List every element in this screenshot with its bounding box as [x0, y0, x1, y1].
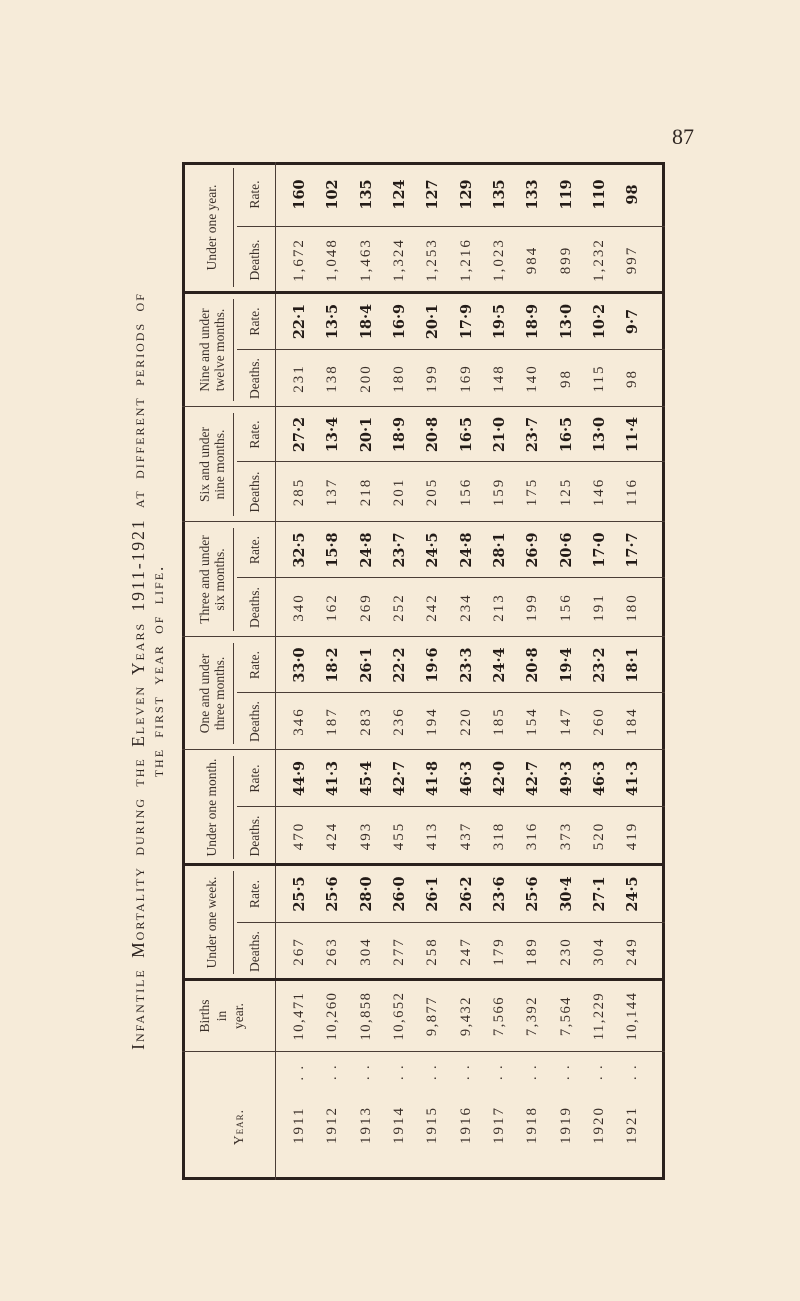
nine-to-twelve-deaths-cell: 140: [524, 364, 541, 393]
header-one-to-three-line-2: three months.: [211, 656, 227, 731]
year-value: 1917: [490, 1106, 507, 1144]
under-one-week-rate-cell: 25·6: [324, 876, 342, 912]
table-row: [416, 162, 449, 1180]
one-to-three-deaths-cell: 185: [490, 707, 507, 736]
three-to-six-deaths-cell: 269: [357, 593, 374, 622]
one-to-three-rate-cell: 23·2: [590, 647, 608, 683]
year-cell: [316, 1052, 349, 1180]
three-to-six-rate-cell: 28·1: [490, 532, 508, 568]
six-to-nine-rate-cell: 18·9: [391, 416, 409, 453]
three-to-six-rate-cell: 26·9: [524, 532, 542, 568]
six-to-nine-rate-cell: 13·4: [324, 416, 342, 453]
births-cell: 7,392: [524, 995, 541, 1037]
year-value: 1914: [391, 1106, 408, 1144]
under-one-week-deaths-cell: 189: [524, 937, 541, 966]
one-to-three-rate-cell: 22·2: [391, 647, 409, 683]
year-value: 1920: [590, 1106, 607, 1144]
one-to-three-rate-cell: 18·2: [324, 647, 342, 683]
table-row: [616, 162, 649, 1180]
under-one-week-rate-cell: 25·5: [291, 876, 309, 912]
three-to-six-rate-cell: 23·7: [391, 532, 409, 568]
header-nine-to-twelve-line-1: Nine and under: [196, 308, 212, 392]
header-three-to-six-rate: Rate.: [246, 535, 262, 565]
header-under-one-month-rate: Rate.: [246, 764, 262, 793]
one-to-three-rate-cell: 20·8: [524, 647, 542, 683]
header-nine-to-twelve-line-2: twelve months.: [211, 308, 227, 392]
year-cell: [450, 1052, 483, 1180]
three-to-six-rate-cell: 32·5: [291, 532, 309, 568]
header-under-one-year: Under one year.: [204, 184, 219, 271]
under-one-year-rate-cell: 110: [590, 179, 608, 210]
three-to-six-deaths-cell: 180: [624, 593, 641, 622]
three-to-six-rate-cell: 24·8: [457, 532, 475, 568]
header-births: [182, 980, 275, 1052]
title-line-1: Infantile Mortality during the Eleven Years 1911-1921 at different periods of: [128, 292, 148, 1050]
header-nine-to-twelve-deaths: Deaths.: [246, 358, 262, 399]
births-cell: 9,877: [424, 995, 441, 1037]
header-under-one-month: Under one month.: [204, 758, 219, 857]
nine-to-twelve-rate-cell: 13·0: [557, 303, 575, 340]
header-six-to-nine-rate: Rate.: [246, 420, 262, 449]
nine-to-twelve-deaths-cell: 169: [457, 364, 474, 393]
one-to-three-deaths-cell: 194: [424, 707, 441, 736]
under-one-week-deaths-cell: 179: [490, 937, 507, 966]
table-title: [124, 162, 174, 1180]
header-births-line-1: Births: [197, 999, 212, 1033]
births-cell: 10,144: [624, 991, 641, 1041]
header-six-to-nine-months: [182, 407, 233, 522]
under-one-month-deaths-cell: 318: [490, 821, 507, 851]
header-six-to-nine-line-1: Six and under: [196, 427, 212, 502]
six-to-nine-deaths-cell: 125: [557, 477, 574, 507]
year-cell: [549, 1052, 582, 1180]
three-to-six-deaths-cell: 242: [424, 593, 441, 622]
under-one-year-deaths-cell: 1,324: [391, 238, 408, 282]
year-value: 1918: [524, 1106, 541, 1144]
nine-to-twelve-deaths-cell: 115: [590, 364, 607, 393]
six-to-nine-deaths-cell: 137: [324, 477, 341, 507]
under-one-year-deaths-cell: 997: [624, 245, 641, 275]
year-cell: [516, 1052, 549, 1180]
three-to-six-rate-cell: 17·0: [590, 532, 608, 568]
under-one-month-deaths-cell: 373: [557, 821, 574, 851]
three-to-six-rate-cell: 17·7: [624, 532, 642, 568]
year-cell: [483, 1052, 516, 1180]
mortality-table: [182, 162, 665, 1180]
one-to-three-rate-cell: 24·4: [490, 647, 508, 683]
leader-dots: . .: [524, 1063, 540, 1080]
six-to-nine-deaths-cell: 159: [490, 477, 507, 507]
three-to-six-deaths-cell: 252: [391, 593, 408, 622]
one-to-three-rate-cell: 18·1: [624, 647, 642, 683]
three-to-six-rate-cell: 15·8: [324, 532, 342, 568]
births-cell: 7,564: [557, 995, 574, 1037]
one-to-three-rate-cell: 19·6: [424, 647, 442, 683]
births-cell: 7,566: [490, 995, 507, 1037]
header-one-to-three-line-1: One and under: [196, 653, 212, 734]
nine-to-twelve-deaths-cell: 231: [291, 364, 308, 393]
nine-to-twelve-rate-cell: 13·5: [324, 303, 342, 340]
year-value: 1921: [624, 1106, 641, 1144]
leader-dots: . .: [458, 1063, 474, 1080]
one-to-three-deaths-cell: 154: [524, 707, 541, 736]
three-to-six-rate-cell: 20·6: [557, 532, 575, 568]
six-to-nine-deaths-cell: 205: [424, 477, 441, 507]
three-to-six-rate-cell: 24·8: [357, 532, 375, 568]
under-one-week-rate-cell: 27·1: [590, 876, 608, 912]
header-three-to-six-line-2: six months.: [211, 548, 227, 611]
year-value: 1911: [291, 1106, 308, 1144]
year-value: 1919: [557, 1106, 574, 1144]
header-births-line-3: year.: [231, 1003, 246, 1029]
under-one-week-deaths-cell: 263: [324, 937, 341, 966]
nine-to-twelve-rate-cell: 20·1: [424, 303, 442, 340]
nine-to-twelve-deaths-cell: 148: [490, 364, 507, 393]
nine-to-twelve-rate-cell: 9·7: [624, 308, 642, 335]
nine-to-twelve-rate-cell: 17·9: [457, 303, 475, 340]
six-to-nine-rate-cell: 13·0: [590, 416, 608, 453]
under-one-year-rate-cell: 124: [391, 179, 409, 210]
leader-dots: . .: [624, 1063, 640, 1080]
header-three-to-six-months: [182, 522, 233, 637]
under-one-month-rate-cell: 41·3: [324, 760, 342, 797]
one-to-three-rate-cell: 26·1: [357, 647, 375, 683]
year-cell: [350, 1052, 383, 1180]
under-one-week-rate-cell: 26·2: [457, 876, 475, 912]
six-to-nine-deaths-cell: 201: [391, 477, 408, 507]
nine-to-twelve-deaths-cell: 180: [391, 364, 408, 393]
under-one-month-deaths-cell: 424: [324, 821, 341, 851]
leader-dots: . .: [358, 1063, 374, 1080]
under-one-year-rate-c ell: 133: [524, 179, 542, 210]
table-row: [483, 162, 516, 1180]
under-one-week-rate-cell: 30·4: [557, 876, 575, 912]
six-to-nine-rate-cell: 27·2: [291, 416, 309, 453]
year-cell: [616, 1052, 649, 1180]
year-value: 1913: [357, 1106, 374, 1144]
leader-dots: . .: [591, 1063, 607, 1080]
under-one-year-deaths-cell: 1,253: [424, 238, 441, 282]
six-to-nine-rate-cell: 11·4: [624, 416, 642, 453]
nine-to-twelve-rate-cell: 22·1: [291, 303, 309, 340]
header-under-one-year-deaths: Deaths.: [246, 239, 262, 281]
six-to-nine-rate-cell: 16·5: [457, 416, 475, 453]
table-row: [450, 162, 483, 1180]
nine-to-twelve-deaths-cell: 98: [624, 369, 641, 388]
header-under-one-year-rate: Rate.: [246, 180, 262, 209]
under-one-week-rate-cell: 23·6: [490, 876, 508, 912]
nine-to-twelve-rate-cell: 16·9: [391, 303, 409, 340]
header-nine-to-twelve-rate: Rate.: [246, 307, 262, 336]
leader-dots: . .: [291, 1064, 307, 1081]
under-one-year-deaths-cell: 1,672: [291, 238, 308, 282]
six-to-nine-rate-cell: 16·5: [557, 416, 575, 453]
under-one-week-rate-cell: 26·1: [424, 876, 442, 912]
six-to-nine-rate-cell: 20·1: [357, 416, 375, 453]
under-one-year-rate-cell: 129: [457, 179, 475, 210]
header-under-one-week: Under one week.: [204, 876, 219, 969]
under-one-week-deaths-cell: 304: [590, 937, 607, 966]
nine-to-twelve-rate-cell: 10·2: [590, 303, 608, 340]
header-year: Year.: [230, 1108, 246, 1146]
under-one-month-deaths-cell: 493: [357, 821, 374, 851]
under-one-month-rate-cell: 41·8: [424, 760, 442, 797]
three-to-six-deaths-cell: 156: [557, 593, 574, 622]
table-row: [383, 162, 416, 1180]
one-to-three-deaths-cell: 187: [324, 707, 341, 736]
under-one-week-deaths-cell: 230: [557, 937, 574, 966]
births-cell: 10,858: [357, 991, 374, 1041]
under-one-year-deaths-cell: 1,463: [357, 238, 374, 282]
one-to-three-deaths-cell: 346: [291, 707, 308, 736]
six-to-nine-deaths-cell: 116: [624, 478, 641, 506]
three-to-six-deaths-cell: 234: [457, 593, 474, 622]
one-to-three-deaths-cell: 220: [457, 707, 474, 736]
under-one-month-deaths-cell: 316: [524, 821, 541, 851]
year-cell: [283, 1052, 316, 1180]
header-one-to-three-months: [182, 637, 233, 750]
births-cell: 10,471: [291, 991, 308, 1041]
table-row: [583, 162, 616, 1180]
under-one-year-deaths-cell: 1,023: [490, 238, 507, 282]
year-value: 1912: [324, 1106, 341, 1144]
page-number: 87: [672, 124, 694, 149]
header-three-to-six-line-1: Three and under: [196, 535, 212, 624]
nine-to-twelve-deaths-cell: 98: [557, 369, 574, 388]
leader-dots: . .: [491, 1063, 507, 1080]
under-one-month-deaths-cell: 455: [391, 821, 408, 851]
under-one-month-rate-cell: 49·3: [557, 760, 575, 797]
under-one-week-rate-cell: 28·0: [357, 876, 375, 912]
nine-to-twelve-deaths-cell: 200: [357, 364, 374, 393]
one-to-three-rate-cell: 19·4: [557, 647, 575, 683]
year-cell: [383, 1052, 416, 1180]
under-one-year-rate-cell: 135: [357, 179, 375, 210]
under-one-month-rate-cell: 42·0: [490, 760, 508, 797]
one-to-three-rate-cell: 23·3: [457, 647, 475, 683]
nine-to-twelve-rate-cell: 18·9: [524, 303, 542, 340]
six-to-nine-deaths-cell: 218: [357, 477, 374, 507]
header-under-one-week-deaths: Deaths.: [246, 931, 262, 972]
under-one-year-deaths-cell: 1,048: [324, 238, 341, 282]
under-one-week-rate-cell: 24·5: [624, 876, 642, 912]
one-to-three-rate-cell: 33·0: [291, 647, 309, 683]
header-under-one-month-deaths: Deaths.: [246, 815, 262, 857]
under-one-year-deaths-cell: 1,232: [590, 238, 607, 282]
under-one-year-rate-cell: 98: [624, 184, 642, 205]
one-to-three-deaths-cell: 147: [557, 707, 574, 736]
under-one-year-rate-cell: 102: [324, 179, 342, 210]
under-one-month-deaths-cell: 470: [291, 821, 308, 851]
under-one-week-deaths-cell: 277: [391, 937, 408, 966]
under-one-year-rate-cell: 127: [424, 179, 442, 210]
under-one-month-rate-cell: 46·3: [590, 760, 608, 797]
leader-dots: . .: [324, 1063, 340, 1080]
three-to-six-rate-cell: 24·5: [424, 532, 442, 568]
year-value: 1915: [424, 1106, 441, 1144]
nine-to-twelve-deaths-cell: 138: [324, 364, 341, 393]
births-cell: 10,652: [391, 991, 408, 1041]
table-row: [316, 162, 349, 1180]
table-row: [549, 162, 582, 1180]
one-to-three-deaths-cell: 283: [357, 707, 374, 736]
header-six-to-nine-deaths: Deaths.: [246, 471, 262, 513]
three-to-six-deaths-cell: 340: [291, 593, 308, 622]
births-cell: 10,260: [324, 991, 341, 1041]
under-one-year-deaths-cell: 1,216: [457, 238, 474, 282]
under-one-year-rate-cell: 119: [557, 179, 575, 210]
under-one-year-rate-cell: 160: [291, 179, 309, 210]
under-one-year-deaths-cell: 984: [524, 245, 541, 275]
under-one-month-deaths-cell: 520: [590, 821, 607, 851]
under-one-month-deaths-cell: 437: [457, 821, 474, 851]
six-to-nine-rate-cell: 20·8: [424, 416, 442, 453]
under-one-week-deaths-cell: 249: [624, 937, 641, 966]
title-line-2: the first year of life.: [148, 564, 167, 778]
three-to-six-deaths-cell: 199: [524, 593, 541, 622]
under-one-month-rate-cell: 44·9: [291, 760, 309, 797]
under-one-month-deaths-cell: 413: [424, 821, 441, 851]
header-under-one-week-rate: Rate.: [246, 879, 262, 909]
under-one-month-rate-cell: 45·4: [357, 760, 375, 797]
header-one-to-three-deaths: Deaths.: [246, 701, 262, 742]
nine-to-twelve-rate-cell: 19·5: [490, 303, 508, 340]
under-one-week-deaths-cell: 258: [424, 937, 441, 966]
three-to-six-deaths-cell: 213: [490, 593, 507, 622]
header-births-line-2: in: [214, 1010, 229, 1022]
under-one-month-rate-cell: 46·3: [457, 760, 475, 797]
three-to-six-deaths-cell: 162: [324, 593, 341, 622]
table-row: [350, 162, 383, 1180]
under-one-year-deaths-cell: 899: [557, 245, 574, 275]
under-one-week-deaths-cell: 304: [357, 937, 374, 966]
six-to-nine-rate-cell: 23·7: [524, 416, 542, 453]
under-one-week-rate-cell: 25·6: [524, 876, 542, 912]
under-one-month-rate-cell: 42·7: [391, 760, 409, 797]
year-cell: [416, 1052, 449, 1180]
six-to-nine-deaths-cell: 156: [457, 477, 474, 507]
year-value: 1916: [457, 1106, 474, 1144]
under-one-week-rate-cell: 26·0: [391, 876, 409, 912]
one-to-three-deaths-cell: 236: [391, 707, 408, 736]
header-one-to-three-rate: Rate.: [246, 650, 262, 680]
leader-dots: . .: [424, 1063, 440, 1080]
under-one-month-rate-cell: 42·7: [524, 760, 542, 797]
six-to-nine-rate-cell: 21·0: [490, 416, 508, 453]
six-to-nine-deaths-cell: 175: [524, 477, 541, 507]
header-nine-to-twelve-months: [182, 293, 233, 407]
leader-dots: . .: [391, 1063, 407, 1080]
under-one-month-deaths-cell: 419: [624, 821, 641, 851]
nine-to-twelve-deaths-cell: 199: [424, 364, 441, 393]
leader-dots: . .: [558, 1063, 574, 1080]
one-to-three-deaths-cell: 260: [590, 707, 607, 736]
under-one-year-rate-cell: 135: [490, 179, 508, 210]
nine-to-twelve-rate-cell: 18·4: [357, 303, 375, 340]
table-row: [283, 162, 316, 1180]
table-row: [516, 162, 549, 1180]
under-one-week-deaths-cell: 267: [291, 937, 308, 966]
header-six-to-nine-line-2: nine months.: [211, 429, 227, 500]
header-three-to-six-deaths: Deaths.: [246, 587, 262, 628]
under-one-month-rate-cell: 41·3: [624, 760, 642, 797]
header-divider: [275, 162, 276, 1180]
six-to-nine-deaths-cell: 146: [590, 477, 607, 507]
three-to-six-deaths-cell: 191: [590, 593, 607, 622]
one-to-three-deaths-cell: 184: [624, 707, 641, 736]
six-to-nine-deaths-cell: 285: [291, 477, 308, 507]
births-cell: 11,229: [590, 991, 607, 1041]
births-cell: 9,432: [457, 995, 474, 1037]
under-one-week-deaths-cell: 247: [457, 937, 474, 966]
year-cell: [583, 1052, 616, 1180]
